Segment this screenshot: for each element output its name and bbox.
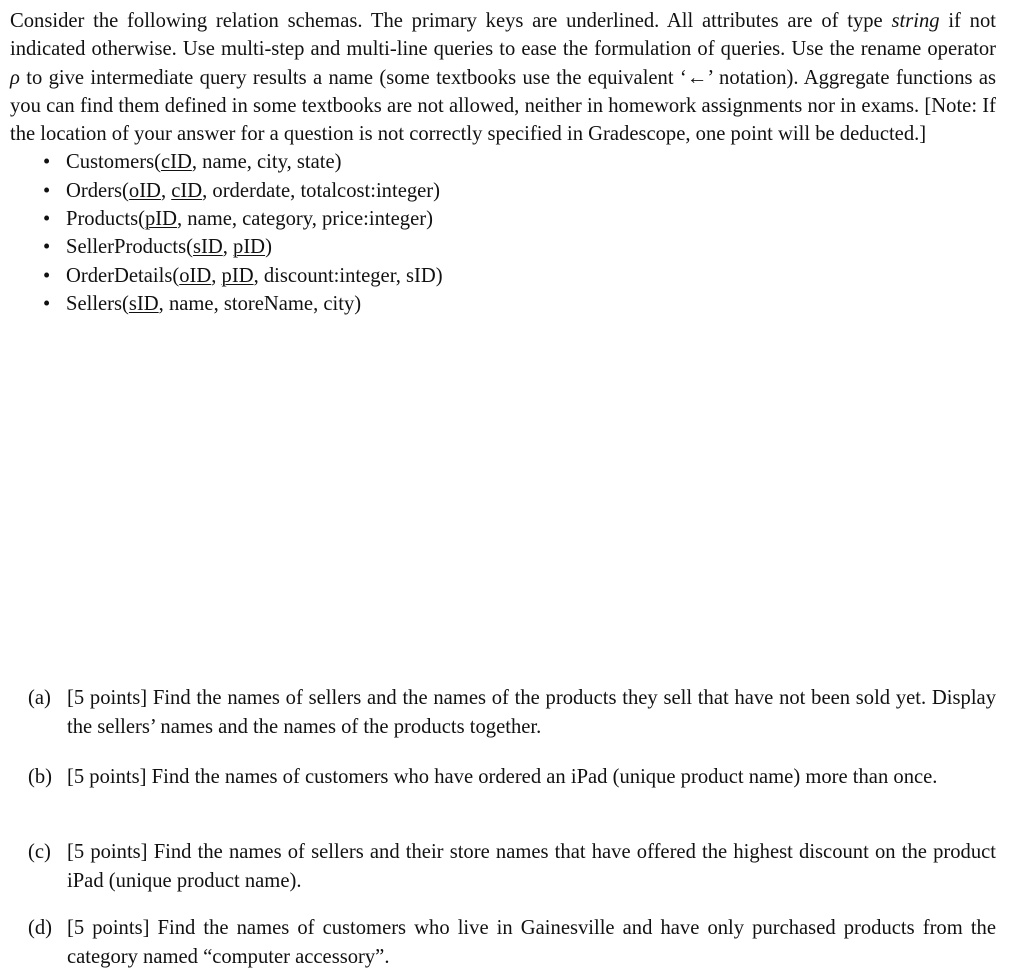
schema-orderdetails [43,262,996,290]
key-separator: , [211,264,222,287]
schema-name: SellerProducts( [66,236,193,259]
schema-sellerproducts [43,233,996,261]
intro-text-2: if not indicated otherwise. Use multi-step and multi-line queries to ease the formulation of queries. Use the rename operator [10,10,996,61]
schema-sellers [43,290,996,318]
question-text: [5 points] Find the names of sellers and the names of the products they sell that have not been sold yet. Display the sellers’ names and the names of the products together. [67,687,996,738]
intro-string-type: string [891,10,940,32]
primary-key: oID [179,264,212,287]
schema-attributes: , name, category, price:integer) [176,208,433,231]
schema-list [10,148,996,318]
question-label: (a) [28,687,51,710]
question-d [10,914,996,971]
intro-paragraph [10,7,996,148]
schema-name: Products( [66,208,145,231]
question-c [10,838,996,895]
bullet-icon: • [43,151,51,174]
primary-key: pID [221,264,254,287]
schema-attributes: ) [265,236,272,259]
rho-symbol: ρ [10,66,20,89]
bullet-icon: • [43,292,51,315]
bullet-icon: • [43,179,51,202]
schema-attributes: , name, storeName, city) [158,292,362,315]
primary-key: cID [171,179,203,202]
question-text: [5 points] Find the names of customers who live in Gainesville and have only purchased products from the category named “computer accessory”. [67,917,996,968]
schema-attributes: , discount:integer, sID) [253,264,443,287]
question-label: (d) [28,917,53,940]
primary-key: oID [128,179,161,202]
primary-key: cID [160,151,192,174]
primary-key: sID [128,292,159,315]
intro-text-1: Consider the following relation schemas. The primary keys are underlined. All attributes are of type [10,10,892,32]
schema-orders [43,177,996,205]
primary-key: pID [233,236,266,259]
question-b [10,763,996,791]
question-label: (b) [28,766,53,789]
schema-name: Orders( [66,179,129,202]
question-a [10,684,996,741]
question-text: [5 points] Find the names of sellers and their store names that have offered the highest discount on the product iPad (unique product name). [67,841,996,892]
bullet-icon: • [43,208,51,231]
schema-attributes: , name, city, state) [191,151,342,174]
schema-name: OrderDetails( [66,264,180,287]
problem-page [10,7,996,968]
bullet-icon: • [43,264,51,287]
primary-key: pID [144,208,177,231]
schema-attributes: , orderdate, totalcost:integer) [202,179,440,202]
question-text: [5 points] Find the names of customers who have ordered an iPad (unique product name) more than once. [67,766,938,789]
schema-customers [43,148,996,176]
schema-name: Customers( [66,151,161,174]
schema-products [43,205,996,233]
key-separator: , [222,236,234,259]
schema-name: Sellers( [66,292,129,315]
primary-key: sID [192,236,223,259]
intro-text-3: to give intermediate query results a name (some textbooks use the equivalent ‘←’ notation). Aggregate functions as you can find them defined in some textbooks are not allowed, neither in homework assignments nor in exams. [Note: If the location of your answer for a question is not correctly specified in Gradescope, one point will be deducted.] [10,66,996,146]
bullet-icon: • [43,236,51,259]
key-separator: , [160,179,172,202]
question-label: (c) [28,841,51,864]
